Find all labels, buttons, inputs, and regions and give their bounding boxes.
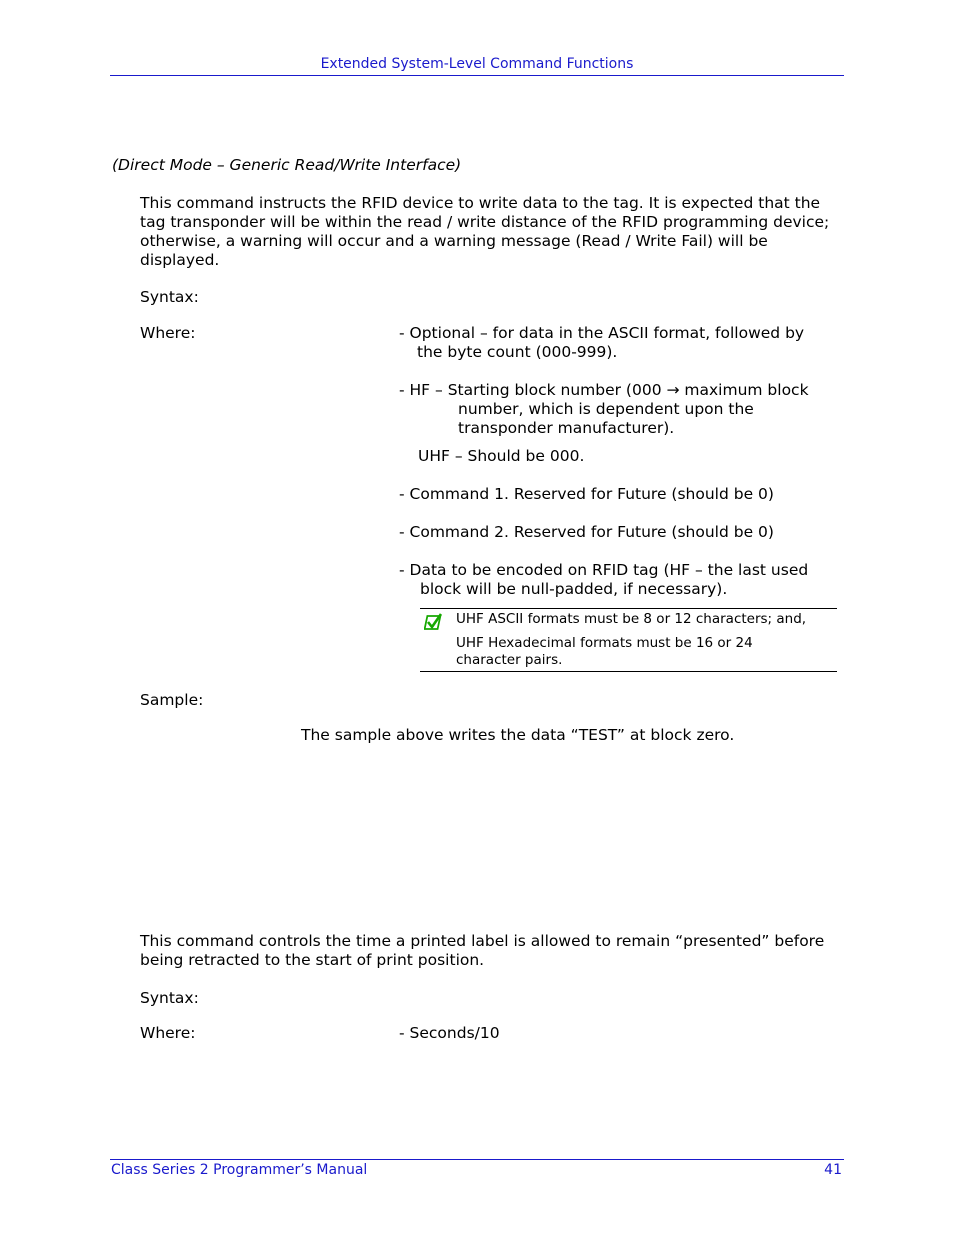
- where-label: Where:: [140, 324, 196, 342]
- page-number: 41: [824, 1162, 842, 1178]
- section2-description: [140, 932, 824, 970]
- param-line: the byte count (000-999).: [417, 343, 618, 361]
- param-line: number, which is dependent upon the: [458, 400, 754, 418]
- section-subtitle: (Direct Mode – Generic Read/Write Interface): [112, 156, 462, 174]
- note-line: UHF Hexadecimal formats must be 16 or 24: [456, 635, 753, 651]
- note-line: character pairs.: [456, 652, 563, 668]
- section1-description: [140, 194, 829, 270]
- header-rule: [110, 75, 844, 76]
- sample-label: Sample:: [140, 691, 204, 709]
- param-command-2: - Command 2. Reserved for Future (should be 0): [399, 523, 774, 541]
- param-line: - HF – Starting block number (000 → maximum block: [399, 381, 809, 399]
- param-line: block will be null-padded, if necessary).: [420, 580, 728, 598]
- syntax-label: Syntax:: [140, 288, 199, 306]
- note-top-rule: [420, 608, 837, 609]
- param-uhf: UHF – Should be 000.: [418, 447, 585, 465]
- param-optional: [399, 324, 804, 362]
- description-line: being retracted to the start of print position.: [140, 951, 485, 969]
- param-line: - Data to be encoded on RFID tag (HF – the last used: [399, 561, 809, 579]
- param-block-number: [399, 381, 809, 438]
- where-label-2: Where:: [140, 1024, 196, 1042]
- page-header: Extended System-Level Command Functions: [320, 56, 634, 72]
- param-seconds: - Seconds/10: [399, 1024, 500, 1042]
- description-line: displayed.: [140, 251, 220, 269]
- param-line: transponder manufacturer).: [458, 419, 675, 437]
- checkmark-icon: [424, 613, 442, 630]
- syntax-label-2: Syntax:: [140, 989, 199, 1007]
- param-line: - Optional – for data in the ASCII format, followed by: [399, 324, 805, 342]
- note-text: [456, 611, 806, 669]
- param-command-1: - Command 1. Reserved for Future (should be 0): [399, 485, 774, 503]
- note-bottom-rule: [420, 671, 837, 672]
- param-data: [399, 561, 808, 599]
- note-line: UHF ASCII formats must be 8 or 12 characters; and,: [456, 611, 807, 627]
- sample-caption: The sample above writes the data “TEST” at block zero.: [301, 726, 735, 744]
- description-line: This command instructs the RFID device to write data to the tag. It is expected that the: [140, 194, 821, 212]
- description-line: tag transponder will be within the read / write distance of the RFID programming device;: [140, 213, 830, 231]
- footer-title: Class Series 2 Programmer’s Manual: [111, 1162, 368, 1178]
- description-line: This command controls the time a printed label is allowed to remain “presented” before: [140, 932, 825, 950]
- footer-rule: [110, 1159, 844, 1160]
- description-line: otherwise, a warning will occur and a warning message (Read / Write Fail) will be: [140, 232, 768, 250]
